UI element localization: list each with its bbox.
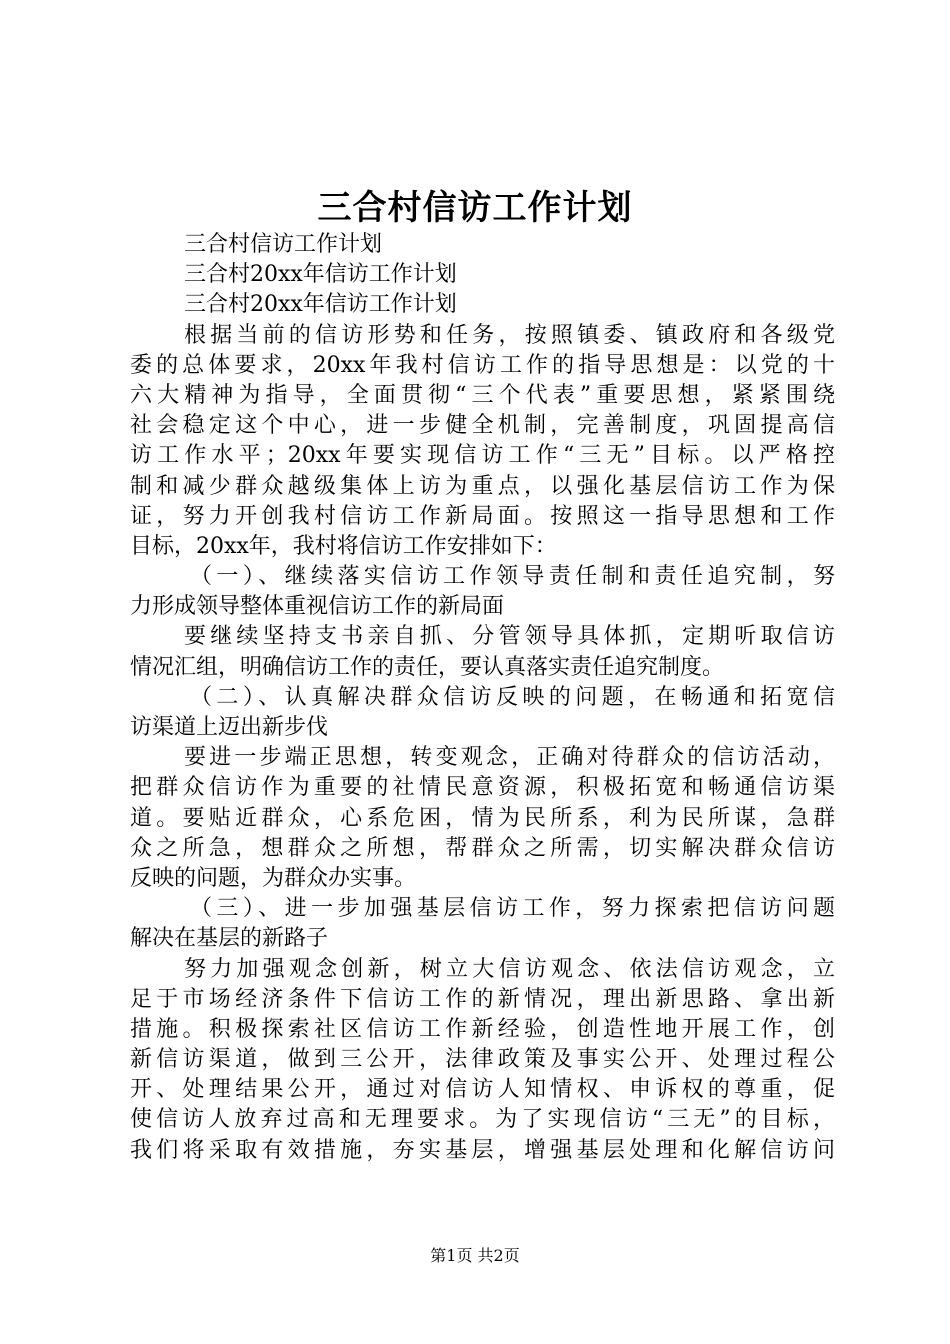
- text-line: （一）、继续落实信访工作领导责任制和责任追究制，努: [190, 564, 835, 590]
- text-line: 开、处理结果公开，通过对信访人知情权、申诉权的尊重，促: [130, 1077, 835, 1103]
- text-line: 根据当前的信访形势和任务，按照镇委、镇政府和各级党: [184, 322, 835, 348]
- text-line: （三）、进一步加强基层信访工作，努力探索把信访问题: [190, 896, 835, 922]
- document-body: [130, 230, 835, 1166]
- text-line: 情况汇组，明确信访工作的责任，要认真落实责任追究制度。: [130, 654, 725, 680]
- text-line: 委的总体要求，20xx年我村信访工作的指导思想是：以党的十: [130, 352, 835, 378]
- text-line: 社会稳定这个中心，进一步健全机制，完善制度，巩固提高信: [130, 413, 835, 439]
- text-line: （二）、认真解决群众信访反映的问题，在畅通和拓宽信: [190, 684, 835, 710]
- page-number-footer: 第1页 共2页: [430, 1246, 520, 1265]
- text-line: 证，努力开创我村信访工作新局面。按照这一指导思想和工作: [130, 503, 835, 529]
- text-line: 解决在基层的新路子: [130, 926, 329, 952]
- text-line: 把群众信访作为重要的社情民意资源，积极拓宽和畅通信访渠: [130, 775, 835, 801]
- text-line: 三合村20xx年信访工作计划: [184, 292, 457, 318]
- text-line: 访渠道上迈出新步伐: [130, 715, 329, 740]
- text-line: 足于市场经济条件下信访工作的新情况，理出新思路、拿出新: [130, 986, 835, 1012]
- text-line: 要继续坚持支书亲自抓、分管领导具体抓，定期听取信访: [184, 624, 835, 650]
- text-line: 三合村信访工作计划: [184, 232, 383, 257]
- text-line: 反映的问题，为群众办实事。: [130, 865, 417, 891]
- text-line: 要进一步端正思想，转变观念，正确对待群众的信访活动，: [184, 745, 835, 771]
- text-line: 六大精神为指导，全面贯彻“三个代表”重要思想，紧紧围绕: [130, 382, 835, 408]
- text-line: 制和减少群众越级集体上访为重点，以强化基层信访工作为保: [130, 473, 835, 499]
- text-line: 措施。积极探索社区信访工作新经验，创造性地开展工作，创: [130, 1016, 835, 1042]
- text-line: 力形成领导整体重视信访工作的新局面: [130, 594, 505, 620]
- text-line: 目标，20xx年，我村将信访工作安排如下：: [130, 533, 557, 559]
- text-line: 努力加强观念创新，树立大信访观念、依法信访观念，立: [184, 956, 835, 982]
- text-line: 访工作水平；20xx年要实现信访工作“三无”目标。以严格控: [130, 443, 835, 469]
- text-line: 众之所急，想群众之所想，帮群众之所需，切实解决群众信访: [130, 835, 835, 861]
- text-line: 使信访人放弃过高和无理要求。为了实现信访“三无”的目标，: [130, 1107, 835, 1133]
- text-line: 三合村20xx年信访工作计划: [184, 262, 457, 288]
- text-line: 新信访渠道，做到三公开，法律政策及事实公开、处理过程公: [130, 1047, 835, 1073]
- text-line: 道。要贴近群众，心系危困，情为民所系，利为民所谋，急群: [130, 805, 835, 831]
- document-title: 三合村信访工作计划: [317, 188, 633, 228]
- text-line: 我们将采取有效措施，夯实基层，增强基层处理和化解信访问: [130, 1137, 835, 1163]
